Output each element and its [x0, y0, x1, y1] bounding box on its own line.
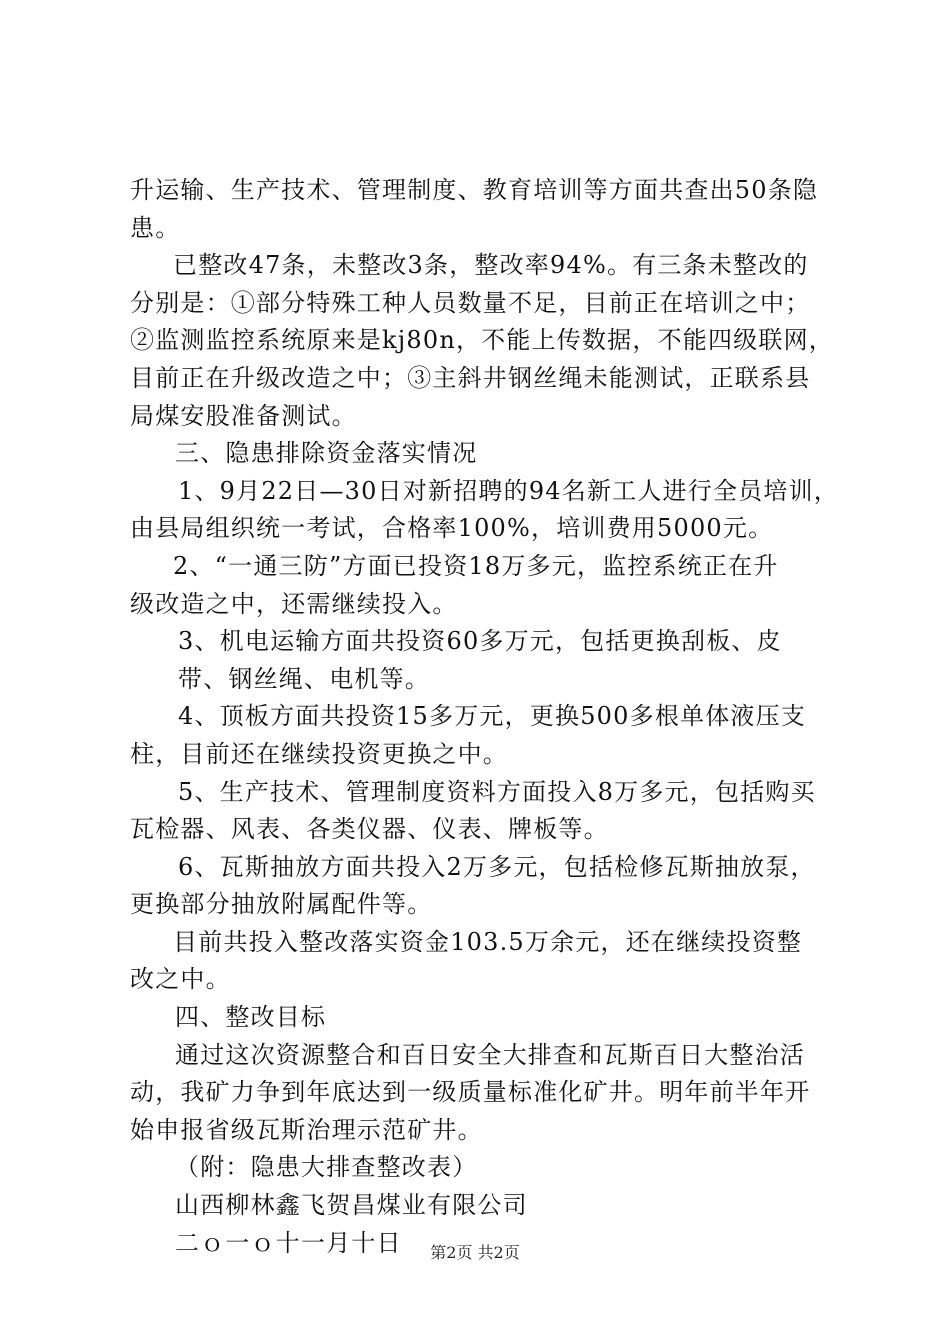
body-line: 4、顶板方面共投资15多万元，更换500多根单体液压支: [178, 702, 807, 731]
body-line: 带、钢丝绳、电机等。: [178, 664, 430, 693]
body-line: 目前共投入整改落实资金103.5万余元，还在继续投资整: [173, 927, 803, 956]
body-line: 更换部分抽放附属配件等。: [130, 890, 433, 919]
body-line: 目前正在升级改造之中；③主斜井钢丝绳未能测试，正联系县: [130, 363, 811, 392]
body-line: 1、9月22日—30日对新招聘的94名新工人进行全员培训，: [178, 476, 839, 505]
body-line: 动，我矿力争到年底达到一级质量标准化矿井。明年前半年开: [130, 1078, 811, 1107]
attachment-note: （附：隐患大排查整改表）: [175, 1153, 478, 1182]
body-line: 局煤安股准备测试。: [130, 401, 357, 430]
body-line: 已整改47条，未整改3条，整改率94%。有三条未整改的: [173, 251, 809, 280]
body-line: 3、机电运输方面共投资60多万元，包括更换刮板、皮: [178, 627, 782, 656]
body-line: 升运输、生产技术、管理制度、教育培训等方面共查出50条隐: [130, 176, 819, 204]
body-line: 柱，目前还在继续投资更换之中。: [130, 739, 508, 768]
body-line: 改之中。: [130, 965, 231, 994]
section-heading: 三、隐患排除资金落实情况: [175, 439, 478, 468]
company-name: 山西柳林鑫飞贺昌煤业有限公司: [175, 1191, 528, 1220]
body-line: 级改造之中，还需继续投入。: [130, 589, 458, 618]
body-line: ②监测监控系统原来是kj80n，不能上传数据，不能四级联网，: [130, 326, 834, 355]
section-heading: 四、整改目标: [175, 1003, 327, 1032]
body-line: 患。: [130, 213, 181, 242]
body-line: 通过这次资源整合和百日安全大排查和瓦斯百日大整治活: [175, 1040, 805, 1069]
body-line: 分别是：①部分特殊工种人员数量不足，目前正在培训之中；: [130, 288, 811, 317]
document-date: 二ｏ一ｏ十一月十日: [175, 1228, 402, 1257]
body-line: 始申报省级瓦斯治理示范矿井。: [130, 1115, 483, 1144]
body-line: 2、“一通三防”方面已投资18万多元，监控系统正在升: [173, 551, 779, 580]
document-body: [130, 172, 839, 1262]
body-line: 瓦检器、风表、各类仪器、仪表、牌板等。: [130, 815, 609, 844]
body-line: 由县局组织统一考试，合格率100%，培训费用5000元。: [130, 514, 774, 543]
body-line: 6、瓦斯抽放方面共投入2万多元，包括检修瓦斯抽放泵，: [178, 852, 816, 881]
page-footer: 第2页 共2页: [430, 1243, 520, 1262]
body-line: 5、生产技术、管理制度资料方面投入8万多元，包括购买: [178, 777, 816, 806]
